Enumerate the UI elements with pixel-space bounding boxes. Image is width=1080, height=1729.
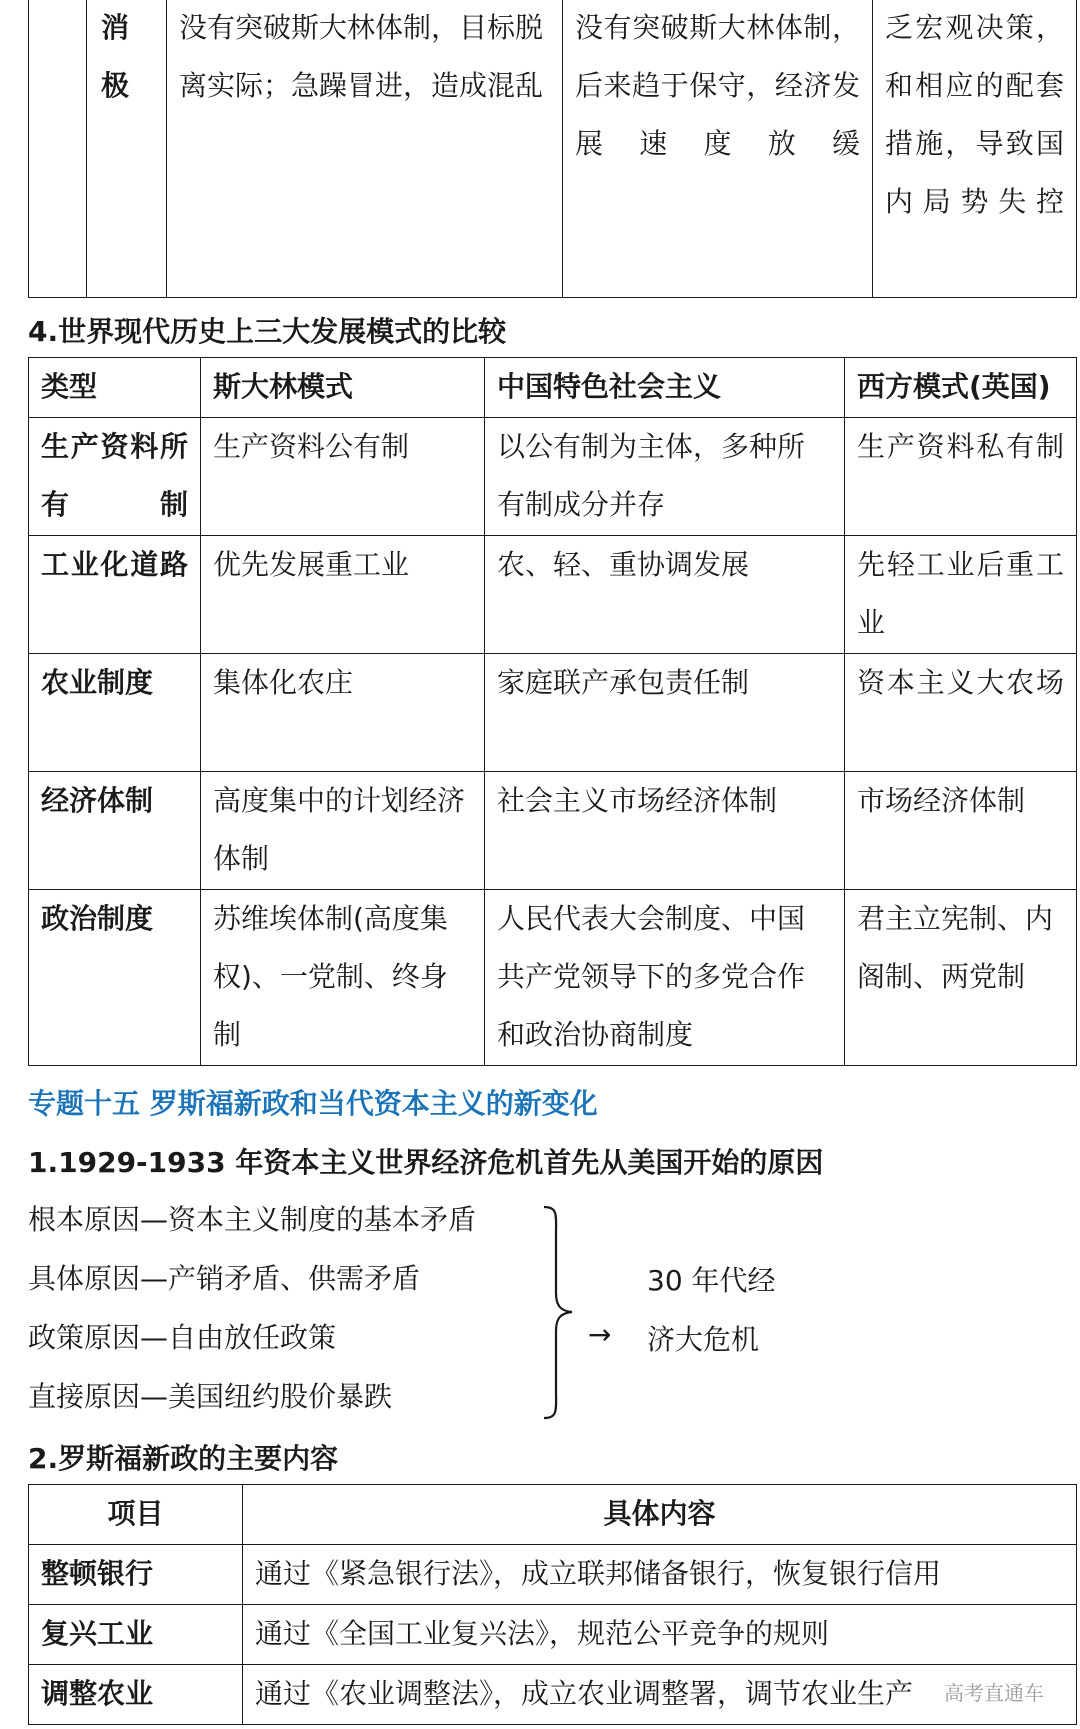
- watermark: 高考直通车: [944, 1681, 1044, 1705]
- table-row: [29, 418, 1077, 536]
- table-cell: 通过《农业调整法》，成立农业调整署，调节农业生产: [243, 1665, 1077, 1725]
- result-text: 济大危机: [647, 1323, 760, 1356]
- table-cell: 家庭联产承包责任制: [485, 654, 845, 772]
- table-header-row: [29, 358, 1077, 418]
- table-cell: 集体化农庄: [201, 654, 485, 772]
- table-cell: 乏宏观决策，和相应的配套措施，导致国内局势失控: [873, 0, 1077, 298]
- table-cell: 先轻工业后重工业: [845, 536, 1077, 654]
- table-cell: 君主立宪制、内阁制、两党制: [845, 890, 1077, 1066]
- table-cell: 高度集中的计划经济体制: [201, 772, 485, 890]
- cause-item: 政策原因—自由放任政策: [28, 1321, 337, 1354]
- table-cell: 通过《全国工业复兴法》，规范公平竞争的规则: [243, 1605, 1077, 1665]
- header-cell: 具体内容: [243, 1485, 1077, 1545]
- row-label: 政治制度: [29, 890, 201, 1066]
- table-row: [29, 654, 1077, 772]
- table-cell: 社会主义市场经济体制: [485, 772, 845, 890]
- header-cell: 项目: [29, 1485, 243, 1545]
- row-label: 生产资料所有制: [29, 418, 201, 536]
- row-label: 消极: [87, 0, 167, 298]
- row-label: 复兴工业: [29, 1605, 243, 1665]
- row-label: 调整农业: [29, 1665, 243, 1725]
- top-table: [28, 0, 1077, 298]
- empty-cell: [29, 0, 87, 298]
- table-row: [29, 1545, 1077, 1605]
- table-header-row: [29, 1485, 1077, 1545]
- table-cell: 生产资料公有制: [201, 418, 485, 536]
- row-label: 工业化道路: [29, 536, 201, 654]
- result-text: 30 年代经: [647, 1264, 776, 1297]
- header-cell: 西方模式(英国): [845, 358, 1077, 418]
- cause-item: 直接原因—美国纽约股价暴跌: [28, 1380, 393, 1413]
- table-cell: 优先发展重工业: [201, 536, 485, 654]
- row-label: 经济体制: [29, 772, 201, 890]
- table-cell: 人民代表大会制度、中国共产党领导下的多党合作和政治协商制度: [485, 890, 845, 1066]
- section-heading: 1.1929-1933 年资本主义世界经济危机首先从美国开始的原因: [28, 1146, 824, 1179]
- table-cell: 资本主义大农场: [845, 654, 1077, 772]
- section-heading: 2.罗斯福新政的主要内容: [28, 1442, 339, 1475]
- table-row: [29, 1605, 1077, 1665]
- table-cell: 苏维埃体制(高度集权)、一党制、终身制: [201, 890, 485, 1066]
- table-cell: 没有突破斯大林体制，目标脱离实际；急躁冒进，造成混乱: [167, 0, 563, 298]
- row-label: 农业制度: [29, 654, 201, 772]
- section-heading: 4.世界现代历史上三大发展模式的比较: [28, 315, 507, 348]
- comparison-table: [28, 357, 1077, 1066]
- table-row: [29, 536, 1077, 654]
- table-cell: 通过《紧急银行法》，成立联邦储备银行，恢复银行信用: [243, 1545, 1077, 1605]
- arrow-icon: →: [588, 1318, 612, 1351]
- table-row: [29, 1665, 1077, 1725]
- table-row: [29, 772, 1077, 890]
- table-cell: 市场经济体制: [845, 772, 1077, 890]
- table-cell: 以公有制为主体，多种所有制成分并存: [485, 418, 845, 536]
- header-cell: 类型: [29, 358, 201, 418]
- table-row: [29, 0, 1077, 298]
- header-cell: 斯大林模式: [201, 358, 485, 418]
- table-cell: 生产资料私有制: [845, 418, 1077, 536]
- cause-item: 根本原因—资本主义制度的基本矛盾: [28, 1203, 477, 1236]
- new-deal-table: [28, 1484, 1077, 1725]
- brace-icon: [540, 1205, 576, 1420]
- table-cell: 没有突破斯大林体制，后来趋于保守，经济发展速度放缓: [563, 0, 873, 298]
- row-label: 整顿银行: [29, 1545, 243, 1605]
- table-cell: 农、轻、重协调发展: [485, 536, 845, 654]
- header-cell: 中国特色社会主义: [485, 358, 845, 418]
- cause-item: 具体原因—产销矛盾、供需矛盾: [28, 1262, 421, 1295]
- topic-heading: 专题十五 罗斯福新政和当代资本主义的新变化: [28, 1087, 598, 1120]
- table-row: [29, 890, 1077, 1066]
